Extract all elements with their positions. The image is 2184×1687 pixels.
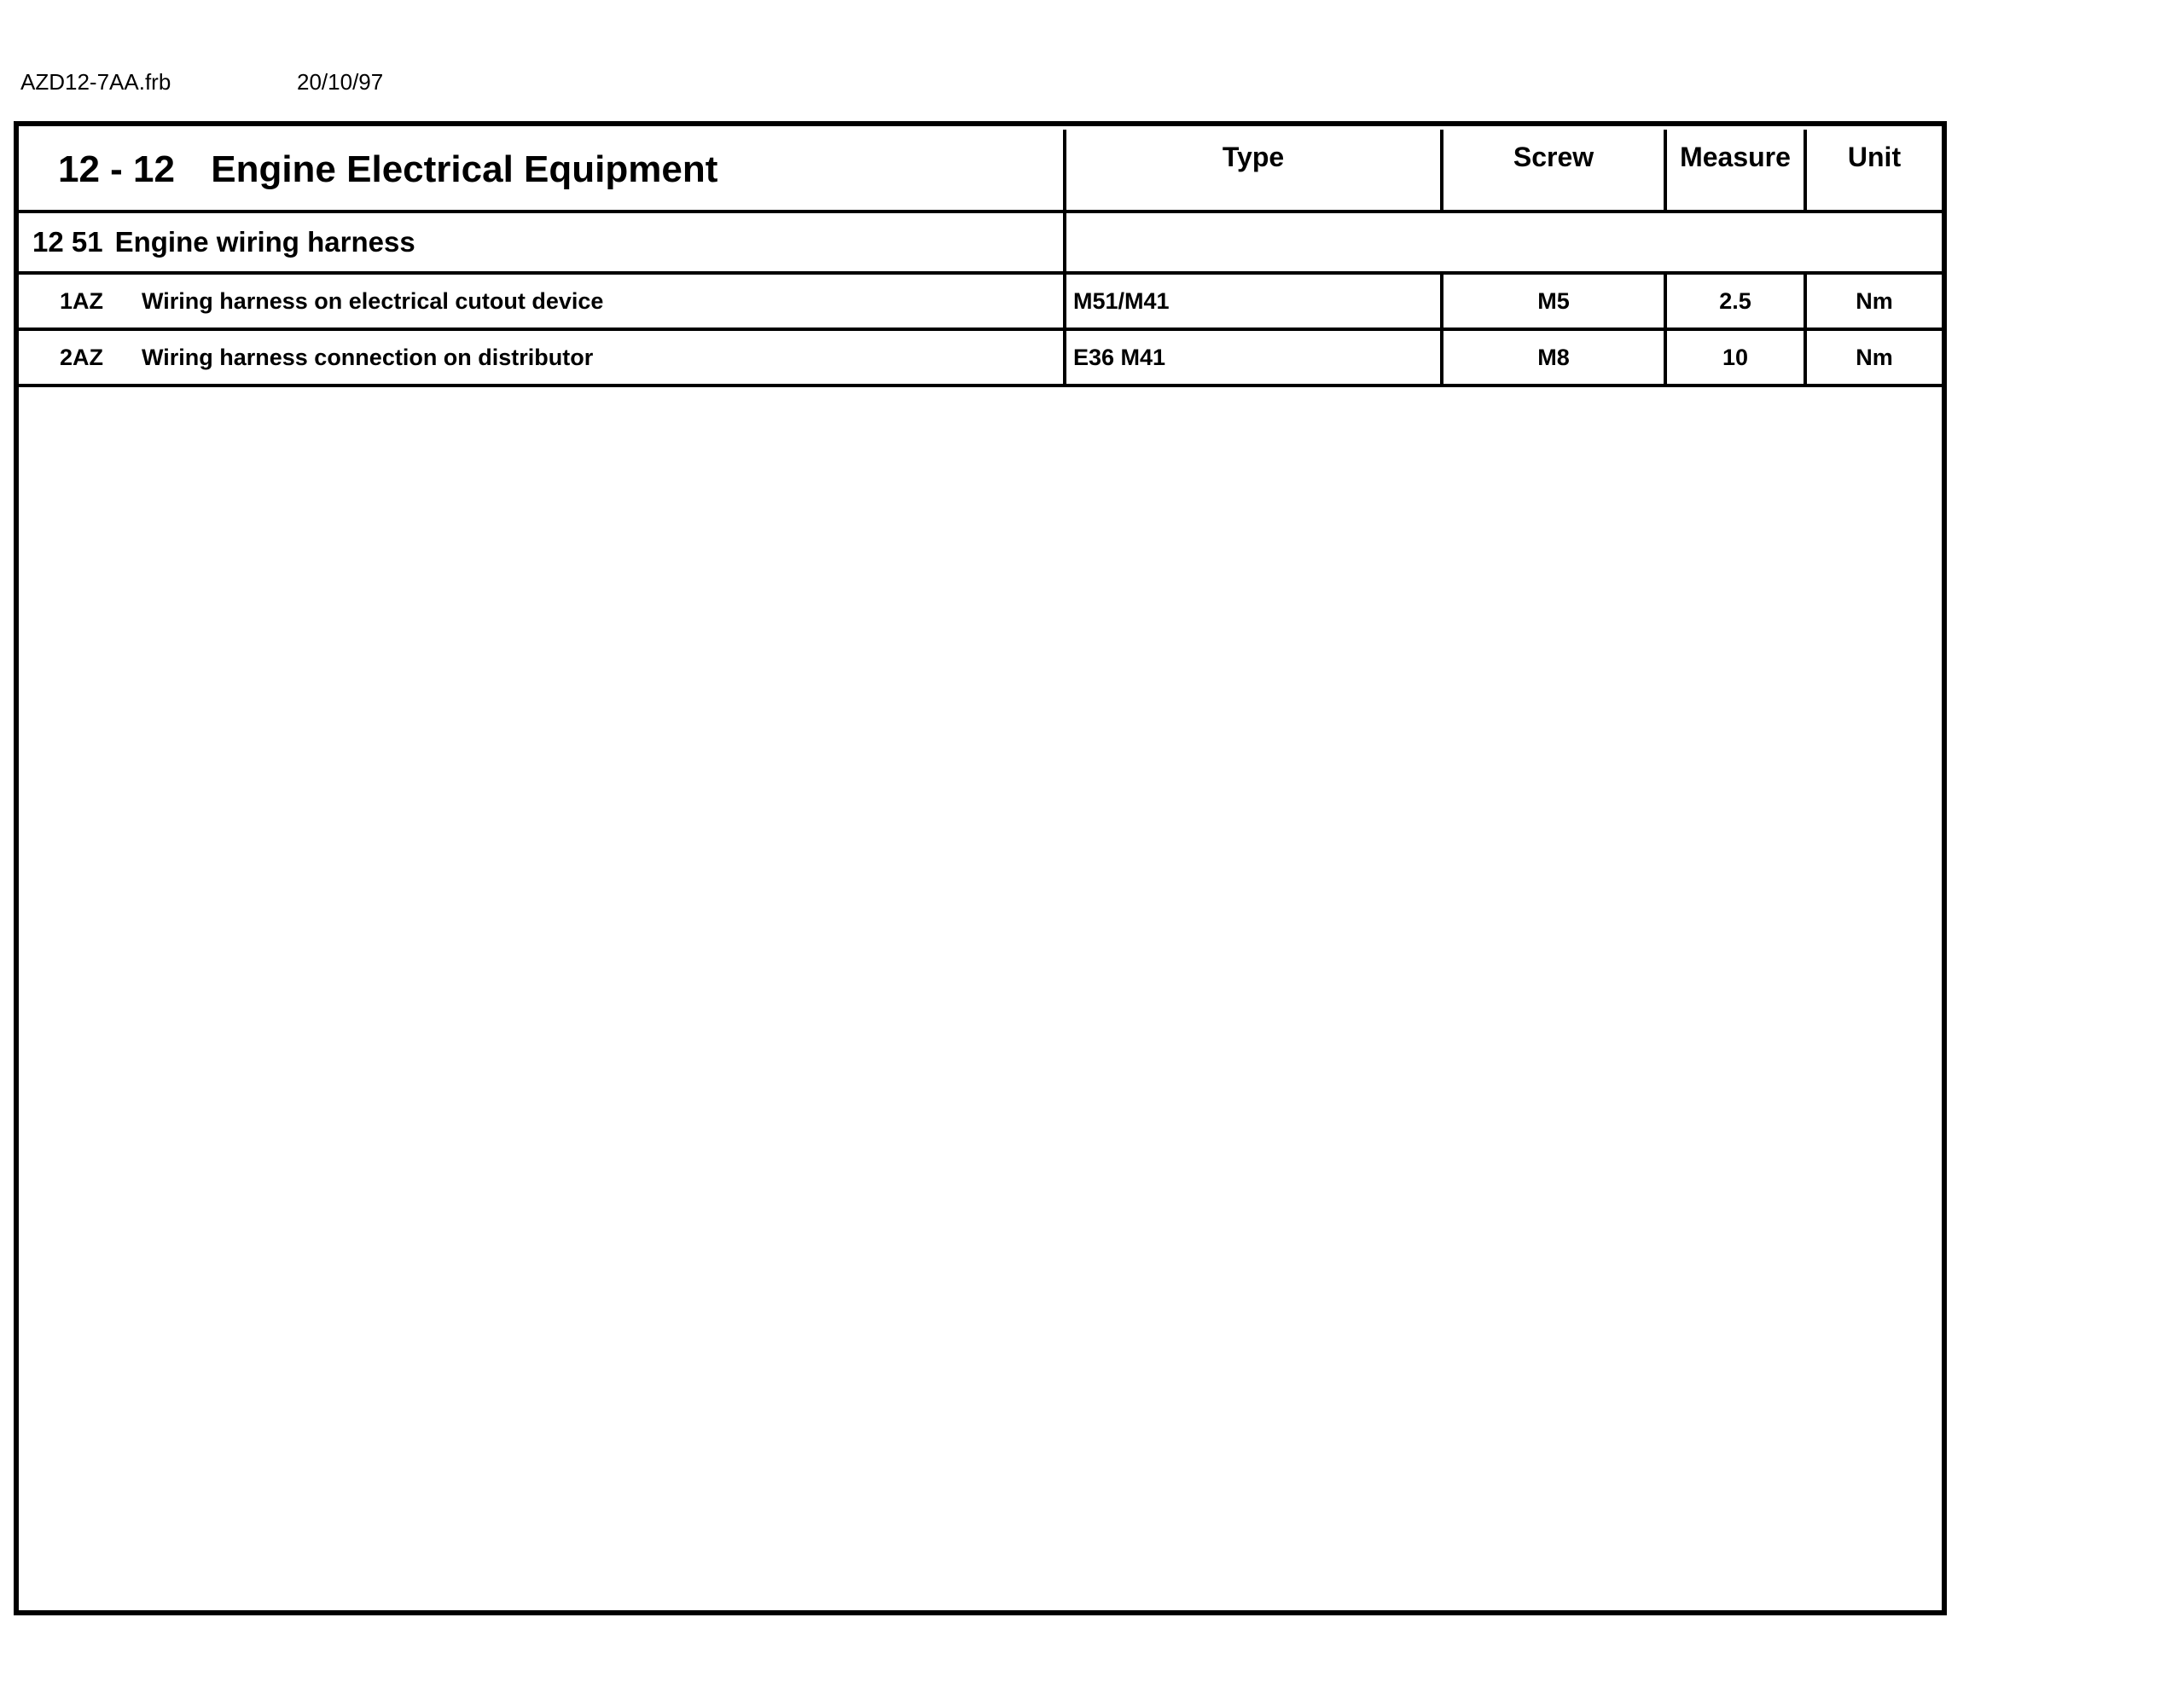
torque-spec-sheet (14, 121, 1947, 1615)
row-type: M51/M41 (1065, 273, 1442, 329)
column-header-measure: Measure (1665, 130, 1805, 212)
column-header-type: Type (1065, 130, 1442, 212)
column-header-screw: Screw (1442, 130, 1665, 212)
document-filename: AZD12-7AA.frb (20, 69, 171, 95)
row-code: 2AZ (60, 344, 104, 370)
title-number: 12 - 12 (58, 148, 175, 190)
table-row (19, 329, 1942, 386)
row-screw: M8 (1442, 329, 1665, 386)
section-number: 12 51 (32, 226, 103, 258)
section-heading (19, 212, 1065, 273)
row-measure: 2.5 (1665, 273, 1805, 329)
row-description-cell (19, 329, 1065, 386)
row-description: Wiring harness on electrical cutout device (142, 287, 604, 314)
row-measure: 10 (1665, 329, 1805, 386)
document-date: 20/10/97 (297, 69, 384, 95)
torque-table (19, 130, 1942, 387)
table-header-row (19, 130, 1942, 212)
section-empty-cell (1065, 212, 1942, 273)
row-description-cell (19, 273, 1065, 329)
row-unit: Nm (1805, 329, 1942, 386)
table-title (19, 130, 1065, 212)
section-title: Engine wiring harness (114, 226, 415, 258)
row-code: 1AZ (60, 287, 104, 314)
table-row (19, 273, 1942, 329)
row-type: E36 M41 (1065, 329, 1442, 386)
row-unit: Nm (1805, 273, 1942, 329)
row-screw: M5 (1442, 273, 1665, 329)
column-header-unit: Unit (1805, 130, 1942, 212)
section-row (19, 212, 1942, 273)
row-description: Wiring harness connection on distributor (142, 344, 594, 370)
title-text: Engine Electrical Equipment (211, 148, 718, 190)
